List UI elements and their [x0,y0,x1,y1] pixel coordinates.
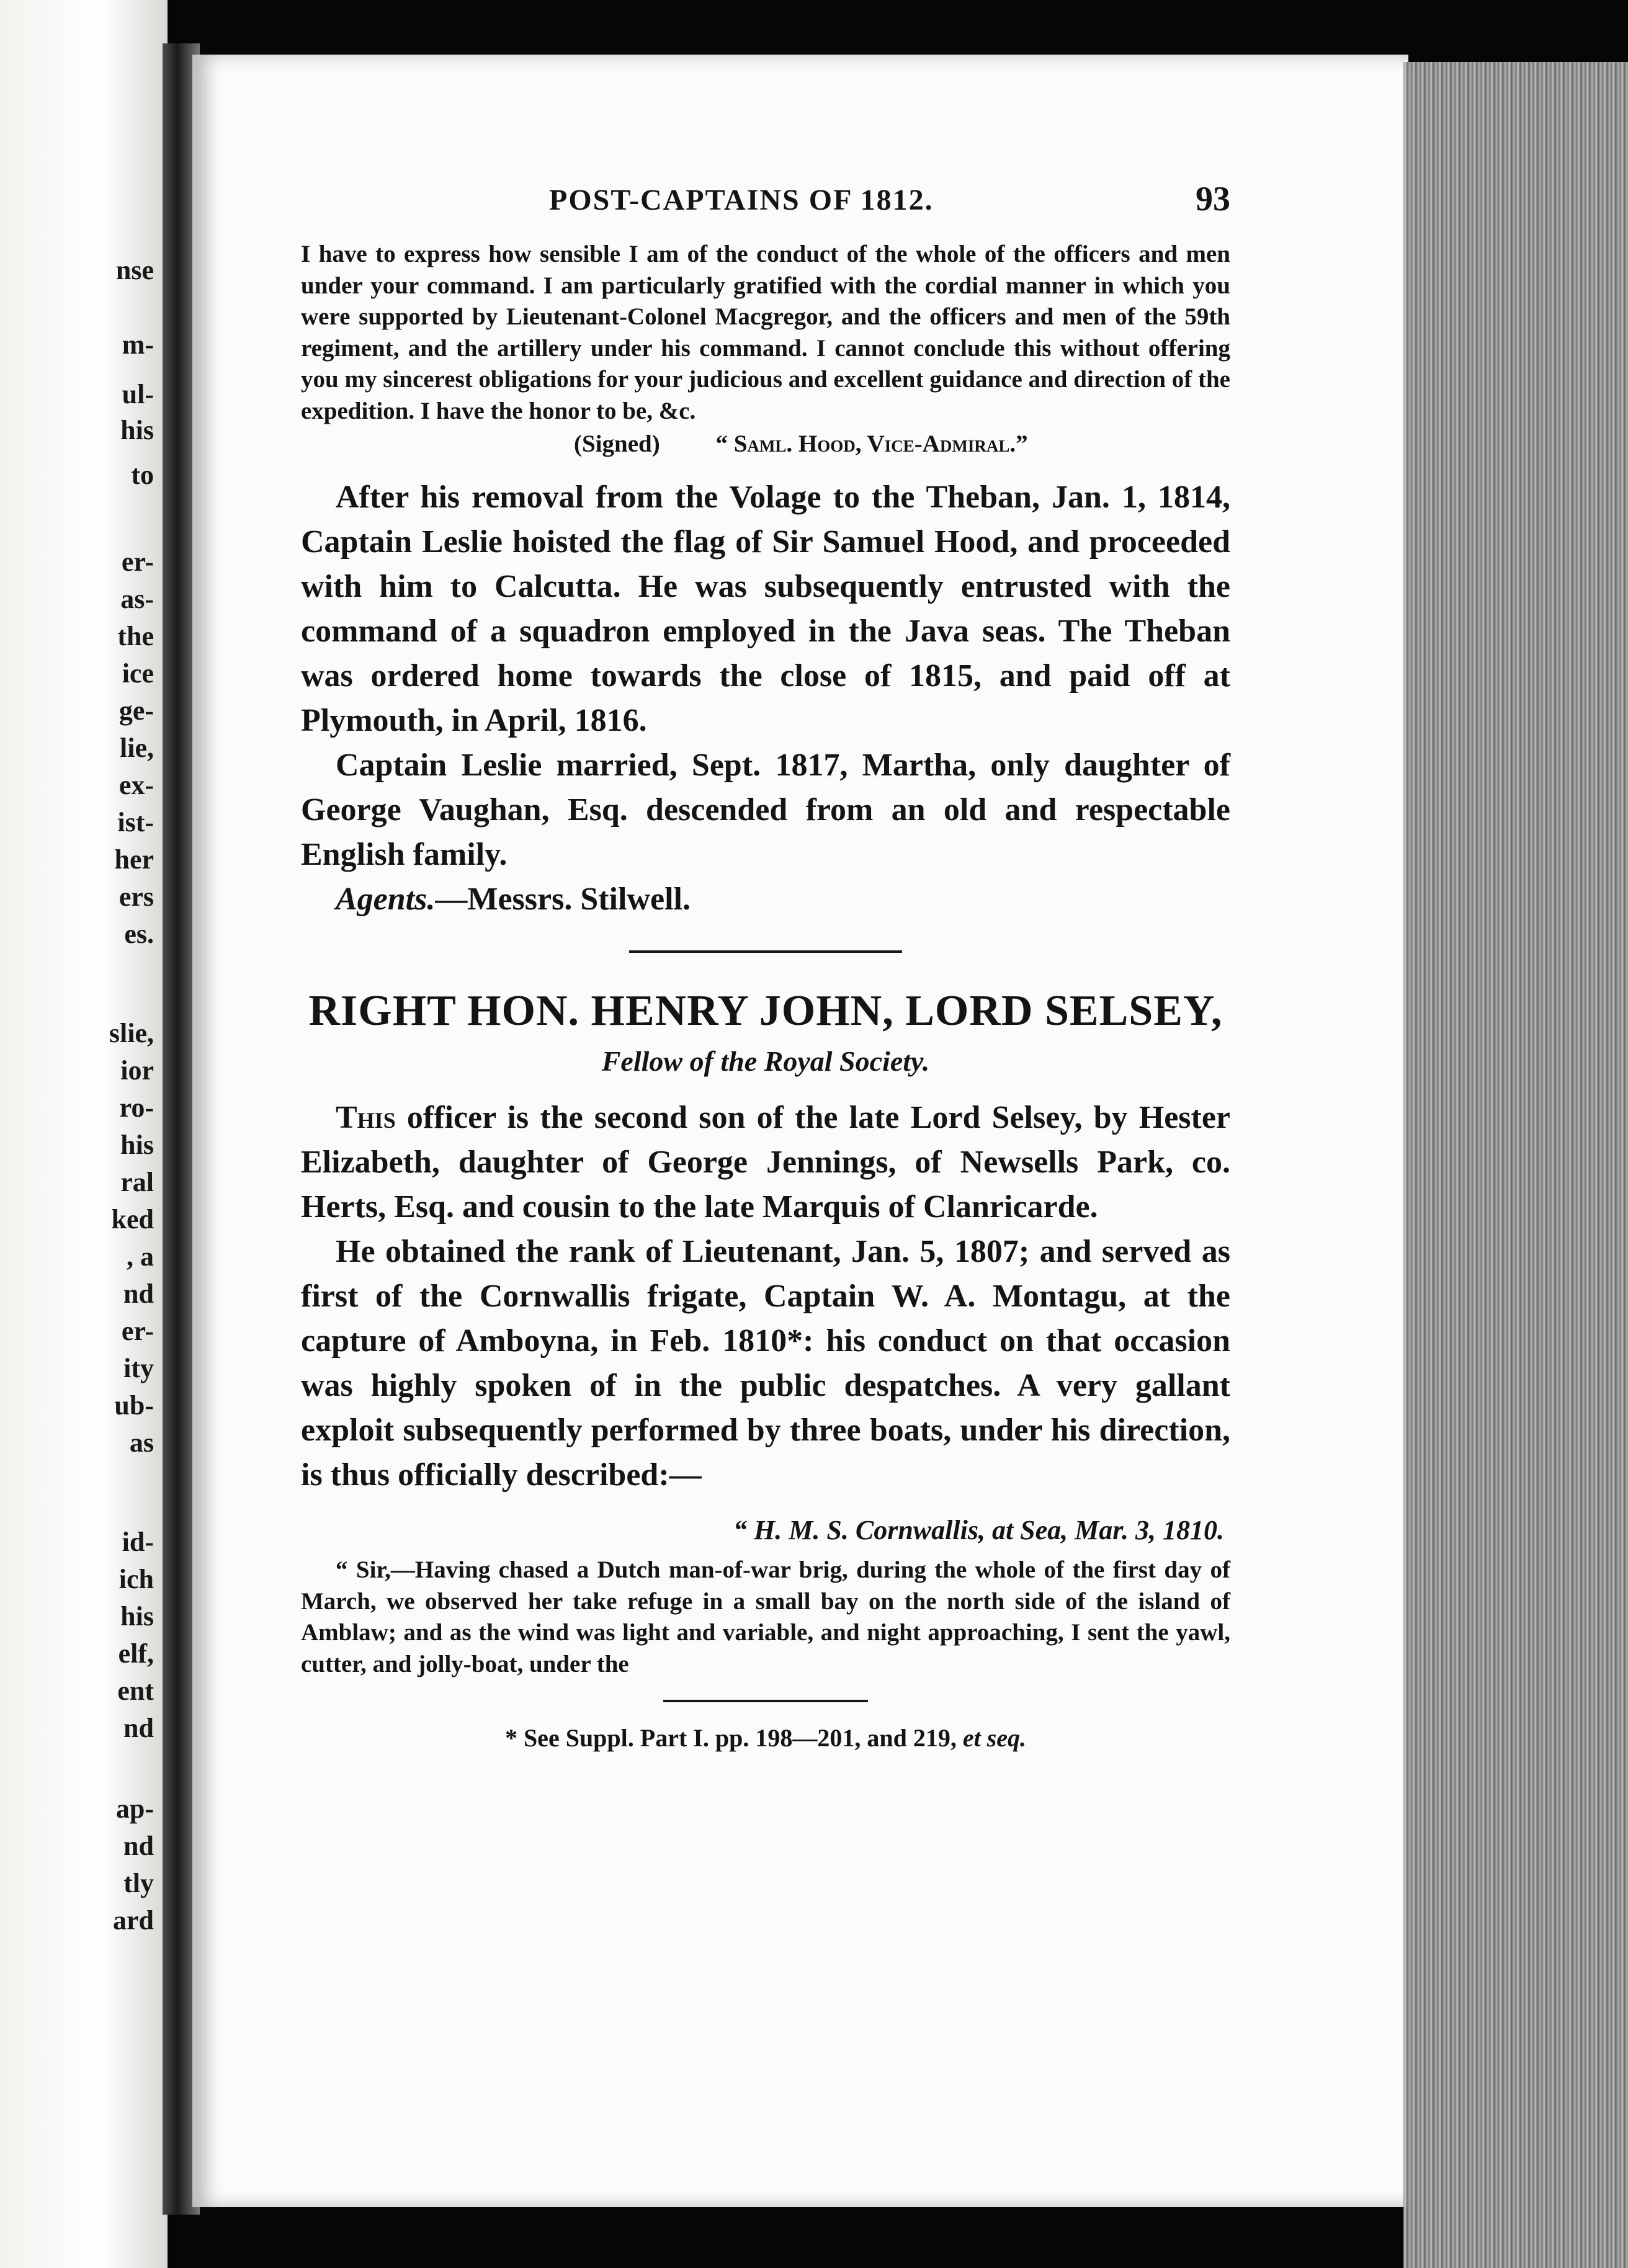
facing-page-text: er- [121,547,154,577]
paragraph-theban: After his removal from the Volage to the Theban, Jan. 1, 1814, Captain Leslie hoisted the flag of Sir Samuel Hood, and proceeded with him to Calcutta. He was subsequently entrusted with the command of a squadron employed in the Java seas. The Theban was ordered home towards the close of 1815, and paid off at Plymouth, in April, 1816. [301,480,1230,738]
facing-page-text: ard [113,1905,154,1935]
facing-page-text: ist- [117,807,154,837]
facing-page-text: his [120,415,154,445]
facing-page-text: elf, [118,1638,154,1669]
facing-page-text: ul- [122,379,154,409]
facing-page-text: ap- [115,1793,154,1824]
paragraph-lieutenant: He obtained the rank of Lieutenant, Jan. 5, 1807; and served as first of the Cornwallis frigate, Captain W. A. Montagu, at the capture of Amboyna, in Feb. 1810*: his conduct on that occasion was highly spoken of in the public despatches. A very gallant exploit subsequently performed by three boats, under his direction, is thus officially described:— [301,1234,1230,1493]
facing-page-text: ro- [119,1092,154,1123]
footnote-divider [663,1700,868,1702]
facing-page-text: his [120,1601,154,1632]
facing-page-text: nd [123,1713,154,1743]
facing-page-text: id- [122,1527,154,1557]
facing-page-text: ich [119,1564,154,1594]
signature-name: “ Saml. Hood, Vice-Admiral.” [715,431,1028,457]
facing-page-text: ity [123,1353,154,1383]
page-edges [1403,62,1628,2268]
signature-line [574,427,1230,462]
facing-page-text: ice [122,658,154,689]
agents-label: Agents. [336,882,436,917]
agents-line [301,877,1230,922]
facing-page-fragment [0,0,168,2268]
facing-page-text: lie, [120,733,154,763]
footnote-text: * See Suppl. Part I. pp. 198—201, and 219, [504,1724,963,1752]
signed-label: (Signed) [574,431,660,457]
facing-page-text: es. [124,919,154,949]
letter-continuation: I have to express how sensible I am of the conduct of the whole of the officers and men under your command. I am particularly gratified with the cordial manner in which you were supported by Lieutenant-Colonel Macgregor, and the officers and men of the 59th regiment, and the artillery under his command. I cannot conclude this without offering you my sincerest obligations for your judicious and excellent guidance and direction of the expedition. I have the honor to be, &c. [301,241,1230,424]
agents-value: —Messrs. Stilwell. [435,882,691,917]
intro-rest: officer is the second son of the late Lord Selsey, by Hester Elizabeth, daughter of George Jennings, of Newsells Park, co. Herts, Esq. and cousin to the late Marquis of Clanricarde. [301,1100,1230,1225]
facing-page-text: slie, [109,1018,154,1048]
letter-dateline: “ H. M. S. Cornwallis, at Sea, Mar. 3, 1810. [733,1515,1224,1545]
running-head [301,171,1230,239]
facing-page-text: ers [119,882,154,912]
facing-page-text: ked [111,1204,154,1234]
paragraph-marriage: Captain Leslie married, Sept. 1817, Martha, only daughter of George Vaughan, Esq. descended from an old and respectable English family. [301,748,1230,872]
facing-page-text: m- [122,329,154,360]
page-number: 93 [1196,180,1230,218]
footnote [301,1721,1230,1756]
section-subheading: Fellow of the Royal Society. [601,1045,930,1077]
facing-page-text: his [120,1130,154,1160]
facing-page-text: as [129,1427,154,1458]
page-content [301,171,1230,1756]
facing-page-text: tly [123,1868,154,1898]
paragraph-intro [301,1096,1230,1230]
facing-page-text: nd [123,1831,154,1861]
section-heading: RIGHT HON. HENRY JOHN, LORD SELSEY, [308,987,1223,1035]
section-divider [629,950,902,953]
facing-page-text: to [131,460,154,490]
facing-page-text: her [114,844,154,875]
letter-body: “ Sir,—Having chased a Dutch man-of-war brig, during the whole of the first day of March, we observed her take refuge in a small bay on the north side of the island of Amblaw; and as the wind was light and variable, and night approaching, I sent the yawl, cutter, and jolly-boat, under the [301,1556,1230,1677]
facing-page-text: nse [115,255,154,285]
intro-first-word: This [336,1100,396,1135]
facing-page-text: ral [120,1167,154,1197]
facing-page-text: ex- [119,770,154,800]
facing-page-text: ge- [119,695,154,726]
footnote-italic: et seq. [962,1724,1027,1752]
facing-page-text: as- [120,584,154,614]
facing-page-text: ub- [114,1390,154,1421]
facing-page-text: , a [127,1241,154,1272]
facing-page-text: er- [121,1316,154,1346]
running-title: POST-CAPTAINS OF 1812. [549,184,934,217]
facing-page-text: the [117,621,154,651]
facing-page-text: nd [123,1279,154,1309]
facing-page-text: ior [120,1055,154,1086]
facing-page-text: ent [117,1676,154,1706]
